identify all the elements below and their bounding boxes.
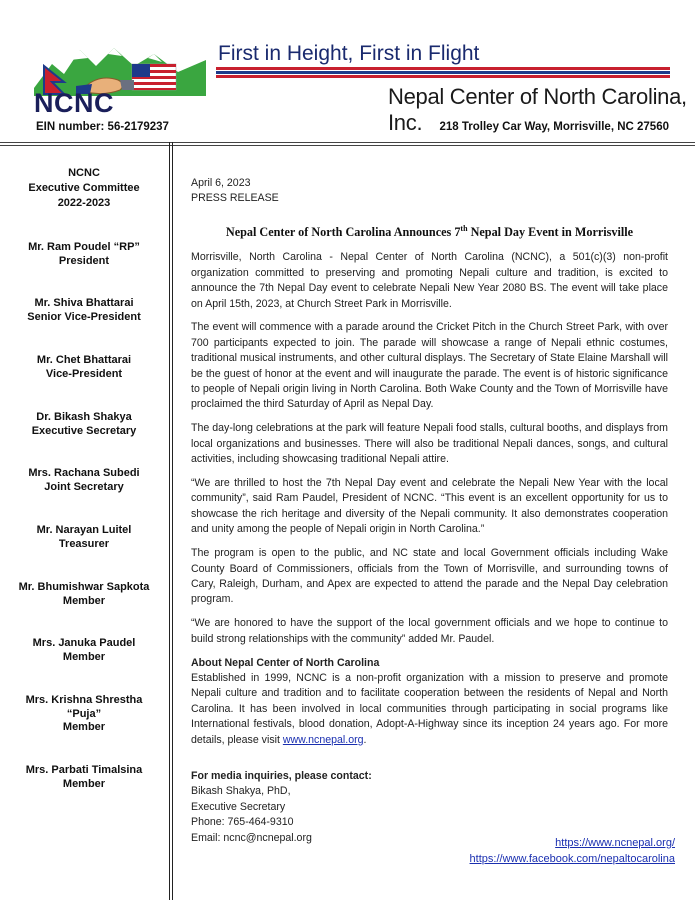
member-name: Mrs. Januka Paudel xyxy=(32,637,136,649)
paragraph: “We are honored to have the support of the local government officials and we hope to continue to build strong relationships with the community” added Mr. Paudel. xyxy=(191,617,668,645)
press-release-body xyxy=(191,176,668,757)
member-role: Member xyxy=(62,594,106,607)
member-name: Mrs. Parbati Timalsina xyxy=(25,764,143,776)
media-contact xyxy=(191,769,372,846)
sidebar-heading-org: NCNC xyxy=(68,167,100,179)
member-name: Mr. Shiva Bhattarai xyxy=(34,297,134,309)
website-link[interactable]: https://www.ncnepal.org/ xyxy=(555,837,675,849)
about-text: Established in 1999, NCNC is a non-profit organization with a mission to preserve and promote Nepali culture and tradition and to facilitate cooperation between the residents of Nepal and North Carolina. It has been involved in local communities through participating in social programs like International festivals, blood donation, Adopt-A-Highway since its inception 24 years ago. For more details, please visit xyxy=(191,672,668,746)
ein-number: EIN number: 56-2179237 xyxy=(36,121,169,133)
paragraph: The program is open to the public, and NC state and local Government officials including Wake County Board of Commissioners, officials from the Town of Morrisville, and surrounding towns of Cary, Raleigh, Durham, and Apex are expected to attend the parade and the Nepal Day celebration program. xyxy=(191,547,668,606)
member-role: Member xyxy=(62,777,106,790)
release-label: PRESS RELEASE xyxy=(191,192,279,205)
contact-phone: Phone: 765-464-9310 xyxy=(191,816,294,829)
member-name: Mr. Ram Poudel “RP” xyxy=(28,241,140,253)
paragraph: The day-long celebrations at the park will feature Nepali food stalls, cultural booths, and displays from local organizations and businesses. There will also be traditional Nepali dances, songs, and cultural activities, including showcasing traditional Nepali attire. xyxy=(191,422,668,466)
committee-member xyxy=(0,637,168,664)
paragraph: Morrisville, North Carolina - Nepal Center of North Carolina (NCNC), a 501(c)(3) non-profit organization committed to preserving and promoting Nepali culture and tradition, is excited to announce the 7th Nepal Day event to celebrate Nepali New Year 2080 BS. The event will take place on April 15th, 2023, at Church Street Park in Morrisville. xyxy=(191,251,668,310)
headline-superscript: th xyxy=(460,223,468,233)
committee-member xyxy=(0,467,168,494)
about-heading: About Nepal Center of North Carolina xyxy=(191,656,380,669)
headline-text-end: Nepal Day Event in Morrisville xyxy=(467,224,634,239)
release-date: April 6, 2023 xyxy=(191,177,251,189)
contact-email: Email: ncnc@ncnepal.org xyxy=(191,831,312,844)
facebook-link[interactable]: https://www.facebook.com/nepaltocarolina xyxy=(469,852,675,865)
header-stripe-blue xyxy=(216,71,670,74)
logo-text: NCNC xyxy=(34,88,114,118)
contact-title: Executive Secretary xyxy=(191,800,286,813)
member-role: President xyxy=(58,254,110,267)
member-nickname: “Puja” xyxy=(66,707,102,720)
committee-member xyxy=(0,354,168,381)
member-role: Member xyxy=(62,650,106,663)
about-paragraph xyxy=(191,671,668,748)
committee-member xyxy=(0,297,168,324)
about-end: . xyxy=(363,733,367,746)
member-name: Mrs. Rachana Subedi xyxy=(28,467,140,479)
header-divider-lower xyxy=(0,145,695,146)
member-name: Mr. Bhumishwar Sapkota xyxy=(18,581,150,593)
committee-member xyxy=(0,764,168,791)
member-role: Treasurer xyxy=(58,537,110,550)
executive-committee-sidebar xyxy=(0,166,168,211)
member-role: Vice-President xyxy=(45,367,123,380)
member-role: Member xyxy=(62,721,106,733)
committee-member xyxy=(0,581,168,608)
member-role: Executive Secretary xyxy=(31,424,137,437)
member-role: Senior Vice-President xyxy=(27,310,141,323)
committee-member xyxy=(0,524,168,551)
header-stripe-red-lower xyxy=(216,75,670,78)
member-name: Mr. Chet Bhattarai xyxy=(36,354,132,366)
committee-member xyxy=(0,411,168,438)
website-link-inline[interactable]: www.ncnepal.org xyxy=(282,733,364,746)
sidebar-heading-term: 2022-2023 xyxy=(57,197,111,209)
footer-links xyxy=(470,836,675,867)
sidebar-heading-committee: Executive Committee xyxy=(28,182,140,194)
member-name: Dr. Bikash Shakya xyxy=(36,411,132,423)
member-role: Joint Secretary xyxy=(44,480,124,493)
address: 218 Trolley Car Way, Morrisville, NC 27560 xyxy=(439,121,669,133)
member-name: Mrs. Krishna Shrestha xyxy=(25,694,143,706)
header-stripe-red xyxy=(216,67,670,70)
contact-heading: For media inquiries, please contact: xyxy=(191,770,372,782)
member-name: Mr. Narayan Luitel xyxy=(36,524,132,536)
paragraph: “We are thrilled to host the 7th Nepal Day event and celebrate the Nepali New Year with the local community”, said Ram Paudel, President of NCNC. “This event is an excellent opportunity for us to showcase the rich heritage and diversity of the Nepali community. It also demonstrates cooperation and unity among the people of Nepali origin in North Carolina.” xyxy=(191,477,668,536)
organization-name: Nepal Center of North Carolina, Inc. xyxy=(388,84,687,135)
sidebar-divider-inner xyxy=(172,142,173,900)
sidebar-divider xyxy=(169,142,170,900)
headline-text: Nepal Center of North Carolina Announces 7 xyxy=(225,224,461,239)
paragraph: The event will commence with a parade around the Cricket Pitch in the Church Street Park, with over 700 participants expected to join. The parade will showcase a range of Nepali ethnic costumes, traditional musical instruments, and other cultural displays. The Secretary of State Elaine Marshall will be the guest of honor at the event and will inaugurate the parade. The event is of historic significance to people of Nepali origin living in North Carolina. Both Wake County and the Town of Morrisville have proclaimed the third Saturday of April as Nepal Day. xyxy=(191,321,668,411)
committee-member xyxy=(0,241,168,268)
release-headline xyxy=(191,221,668,240)
committee-member xyxy=(0,694,168,735)
header-divider xyxy=(0,142,695,143)
slogan: First in Height, First in Flight xyxy=(218,42,480,65)
contact-name: Bikash Shakya, PhD, xyxy=(191,785,291,798)
